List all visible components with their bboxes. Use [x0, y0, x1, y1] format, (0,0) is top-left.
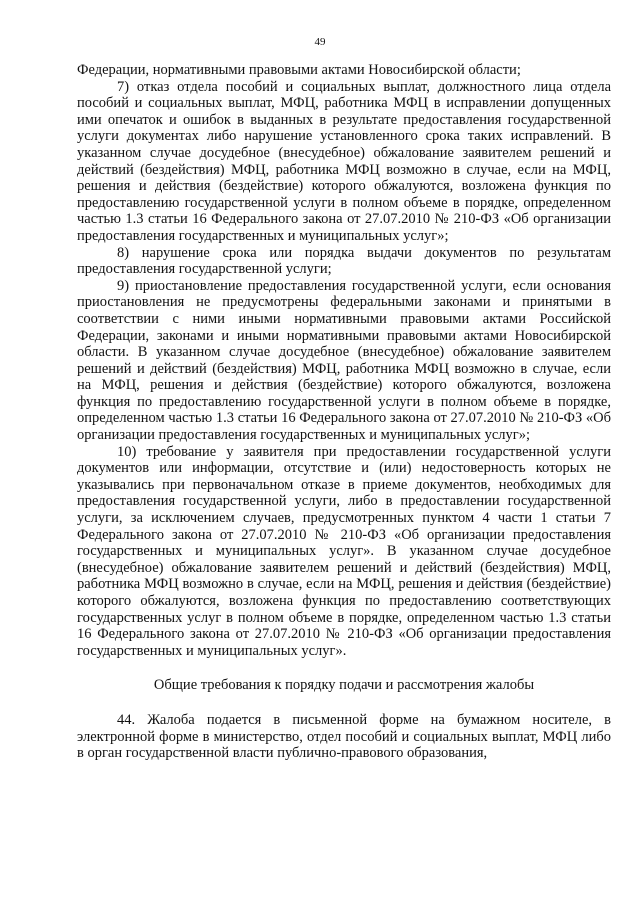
- section-heading: Общие требования к порядку подачи и рассмотрения жалобы: [153, 677, 535, 694]
- paragraph-item-44: 44. Жалоба подается в письменной форме на бумажном носителе, в электронной форме в министерство, отдел пособий и социальных выплат, МФЦ либо в орган государственной власти публично-правового образования,: [77, 711, 611, 762]
- paragraph-item-10: 10) требование у заявителя при предоставлении государственной услуги документов или информации, отсутствие и (или) недостоверность которых не указывались при первоначальном отказе в приеме документов, необходимых для предоставления государственной услуги, либо в предоставлении государственной услуги, за исключением случаев, предусмотренных пунктом 4 части 1 статьи 7 Федерального закона от 27.07.2010 № 210-ФЗ «Об организации предоставления государственных и муниципальных услуг». В указанном случае досудебное (внесудебное) обжалование заявителем решений и действий (бездействия) МФЦ, работника МФЦ возможно в случае, если на МФЦ, решения и действия (бездействие) которого обжалуются, возложена функция по предоставлению соответствующих государственных услуг в полном объеме в порядке, определенном частью 1.3 статьи 16 Федерального закона от 27.07.2010 № 210-ФЗ «Об организации предоставления государственных и муниципальных услуг».: [77, 443, 611, 659]
- document-body: [77, 62, 611, 762]
- page-number: 49: [314, 36, 326, 48]
- paragraph-item-9: 9) приостановление предоставления государственной услуги, если основания приостановления не предусмотрены федеральными законами и принятыми в соответствии с ними иными нормативными правовыми актами Российской Федерации, законами и иными нормативными правовыми актами Новосибирской области. В указанном случае досудебное (внесудебное) обжалование заявителем решений и действий (бездействия) МФЦ, работника МФЦ возможно в случае, если на МФЦ, решения и действия (бездействие) которого обжалуются, возложена функция по предоставлению государственной услуги в полном объеме в порядке, определенном частью 1.3 статьи 16 Федерального закона от 27.07.2010 № 210-ФЗ «Об организации предоставления государственных и муниципальных услуг»;: [77, 277, 611, 444]
- paragraph-item-8: 8) нарушение срока или порядка выдачи документов по результатам предоставления государственной услуги;: [77, 244, 611, 278]
- paragraph-continuation: Федерации, нормативными правовыми актами Новосибирской области;: [77, 62, 521, 78]
- paragraph-item-7: 7) отказ отдела пособий и социальных выплат, должностного лица отдела пособий и социальных выплат, МФЦ, работника МФЦ в исправлении допущенных ими опечаток и ошибок в выданных в результате предоставления государственной услуги документах либо нарушение установленного срока таких исправлений. В указанном случае досудебное (внесудебное) обжалование заявителем решений и действий (бездействия) МФЦ, работника МФЦ возможно в случае, если на МФЦ, решения и действия (бездействие) которого обжалуются, возложена функция по предоставлению государственной услуги в полном объеме в порядке, определенном частью 1.3 статьи 16 Федерального закона от 27.07.2010 № 210-ФЗ «Об организации предоставления государственных и муниципальных услуг»;: [77, 78, 611, 244]
